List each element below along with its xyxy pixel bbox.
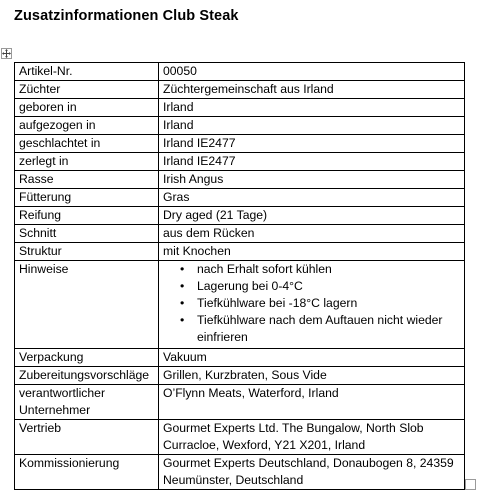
- list-item: • nach Erhalt sofort kühlen: [197, 261, 460, 278]
- row-label: Vertrieb: [15, 420, 159, 455]
- row-label: Kommissionierung: [15, 455, 159, 490]
- table-row: [15, 367, 465, 385]
- row-label: geboren in: [15, 99, 159, 117]
- table-row: [15, 385, 465, 420]
- row-label: Züchter: [15, 81, 159, 99]
- table-row: [15, 63, 465, 81]
- row-value: 00050: [159, 63, 465, 81]
- table-row: [15, 81, 465, 99]
- hinweise-list: [163, 261, 460, 348]
- table-row: [15, 207, 465, 225]
- row-label: Rasse: [15, 171, 159, 189]
- end-of-document-marker: [465, 479, 476, 490]
- table-row: [15, 189, 465, 207]
- row-value: Vakuum: [159, 349, 465, 367]
- table-row: [15, 349, 465, 367]
- table-row: [15, 171, 465, 189]
- list-item: • Tiefkühlware nach dem Auftauen nicht wieder einfrieren: [197, 312, 460, 346]
- row-label: Struktur: [15, 243, 159, 261]
- table-row: [15, 243, 465, 261]
- row-value: Irland: [159, 117, 465, 135]
- row-value: Irland IE2477: [159, 135, 465, 153]
- table-row: [15, 455, 465, 490]
- table-row: [15, 117, 465, 135]
- row-value: Züchtergemeinschaft aus Irland: [159, 81, 465, 99]
- list-item: • Tiefkühlware bei -18°C lagern: [197, 295, 460, 312]
- list-item: • Lagerung bei 0-4°C: [197, 278, 460, 295]
- row-label: Hinweise: [15, 261, 159, 349]
- row-label: Artikel-Nr.: [15, 63, 159, 81]
- row-label: zerlegt in: [15, 153, 159, 171]
- row-value: Irland IE2477: [159, 153, 465, 171]
- row-value: mit Knochen: [159, 243, 465, 261]
- row-value-list: [159, 261, 465, 349]
- row-label: verantwortlicher Unternehmer: [15, 385, 159, 420]
- row-value: Gras: [159, 189, 465, 207]
- row-label: aufgezogen in: [15, 117, 159, 135]
- row-value: Grillen, Kurzbraten, Sous Vide: [159, 367, 465, 385]
- table-row: [15, 420, 465, 455]
- table-row: [15, 99, 465, 117]
- row-label: Reifung: [15, 207, 159, 225]
- row-value: Gourmet Experts Deutschland, Donaubogen 8, 24359 Neumünster, Deutschland: [159, 455, 465, 490]
- row-label: Zubereitungsvorschläge: [15, 367, 159, 385]
- table-row: [15, 135, 465, 153]
- table-row: [15, 225, 465, 243]
- table-move-handle-icon[interactable]: [1, 48, 12, 59]
- row-value: Dry aged (21 Tage): [159, 207, 465, 225]
- row-value: Irland: [159, 99, 465, 117]
- row-label: Verpackung: [15, 349, 159, 367]
- document-title: Zusatzinformationen Club Steak: [14, 8, 239, 24]
- row-label: Fütterung: [15, 189, 159, 207]
- row-label: Schnitt: [15, 225, 159, 243]
- row-value: O’Flynn Meats, Waterford, Irland: [159, 385, 465, 420]
- info-table: [14, 62, 465, 490]
- row-value: Gourmet Experts Ltd. The Bungalow, North Slob Curracloe, Wexford, Y21 X201, Irland: [159, 420, 465, 455]
- table-row: [15, 153, 465, 171]
- row-value: Irish Angus: [159, 171, 465, 189]
- table-row-hinweise: [15, 261, 465, 349]
- row-value: aus dem Rücken: [159, 225, 465, 243]
- row-label: geschlachtet in: [15, 135, 159, 153]
